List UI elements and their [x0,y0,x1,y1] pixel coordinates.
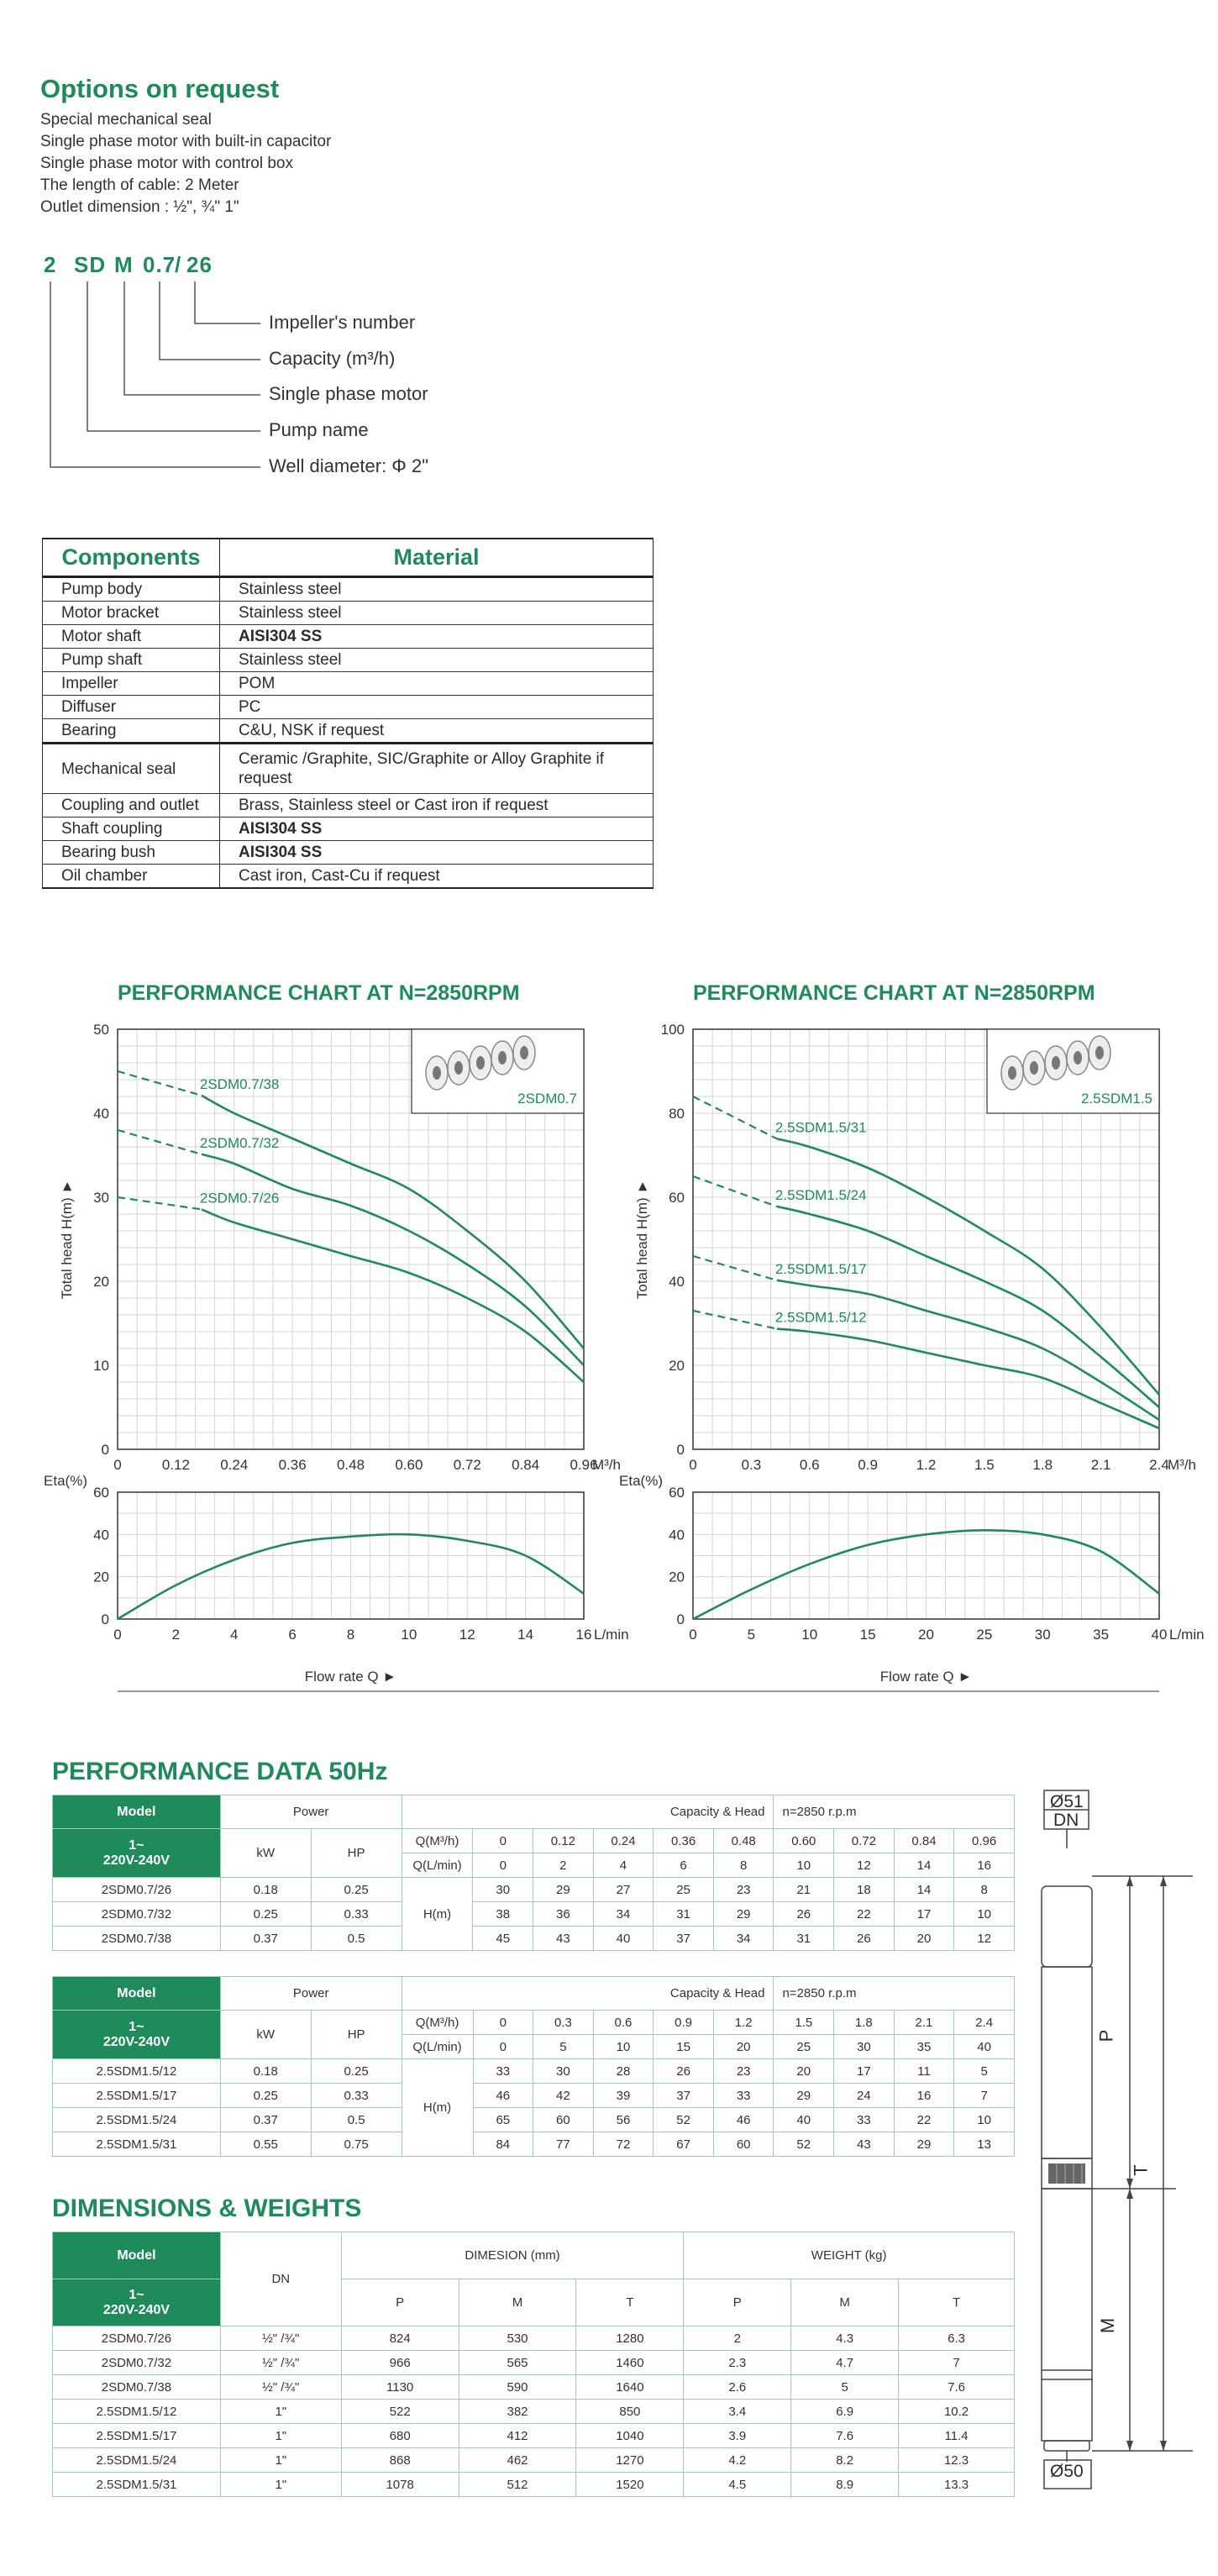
material-header: Material [220,539,654,577]
flow-rate-label: Flow rate Q ► [304,1669,397,1685]
dn-header: DN [220,2232,341,2326]
y-tick-label: 30 [93,1190,109,1206]
eta-y-tick-label: 20 [93,1569,109,1585]
table-row: 2SDM0.7/26 0.18 0.25 H(m) 30 29 27 25 23 21 18 14 8 [53,1878,1015,1902]
supply-header: 1~ 220V-240V [53,1829,221,1878]
performance-title: PERFORMANCE DATA 50Hz [52,1758,388,1785]
option-item: The length of cable: 2 Meter [40,176,239,194]
table-row: Mechanical seal Ceramic /Graphite, SIC/Graphite or Alloy Graphite if request [43,744,654,794]
impeller-hub [1030,1061,1038,1075]
dimensions-table: Model DN DIMESION (mm) WEIGHT (kg) 1~ 220V-240V P M T P M T 2SDM0.7/26 ½" /¾" 824 530 1280 2 4.3 6.3 2SDM0.7/32 ½" /¾" 966 565 1460 2.3 4.7 7 2SDM0.7/38 ½" /¾" 1130 590 1640 2.6 5 7.6 2.5SDM1.5/12 1" 522 382 850 3.4 6.9 10.2 2.5SDM1.5/17 1" 680 412 1040 3.9 7.6 11.4 2.5SDM1.5/24 1" 868 462 1270 4.2 8.2 12.3 2.5SDM1.5/31 1" 1078 512 1520 4.5 8.9 13.3 [52,2232,1015,2497]
x-tick-label: 1.5 [974,1457,995,1473]
option-item: Single phase motor with control box [40,155,293,172]
x-tick-label: 0.72 [453,1457,481,1473]
performance-table-2: Model Power Capacity & Head n=2850 r.p.m 1~ 220V-240V kW HP Q(M³/h) 0 0.3 0.6 0.9 1.2 1.5 1.8 2.1 2.4 Q(L/min) 0 5 10 15 20 25 30 35 40 2.5SDM1.5/12 0.18 0.25 H(m) 33 30 28 26 23 20 17 11 5 2.5SDM1.5/17 0.25 0.33 46 42 39 37 33 29 24 16 7 2.5SDM1.5/24 0.37 0.5 65 60 56 52 46 40 33 22 10 2.5SDM1.5/31 0.55 0.75 84 77 72 67 60 52 43 29 13 [52,1976,1015,2157]
table-row: 2.5SDM1.5/17 1" 680 412 1040 3.9 7.6 11.4 [53,2424,1015,2448]
capacity-header: Capacity & Head [402,1795,774,1829]
code-part-name: SD [74,252,107,277]
code-desc-pump-name: Pump name [269,419,369,440]
eta-x-tick-label: 40 [1151,1627,1168,1643]
pump-motor [1042,2189,1092,2441]
series-label: 2SDM0.7/26 [199,1190,280,1207]
series-label: 2.5SDM1.5/12 [774,1309,867,1326]
table-row: 2.5SDM1.5/17 0.25 0.33 46 42 39 37 33 29 24 16 7 [53,2084,1015,2108]
x-tick-label: 0 [689,1457,697,1473]
inset-label: 2.5SDM1.5 [1080,1091,1152,1107]
eta-x-tick-label: 6 [288,1627,297,1643]
x-tick-label: 0.12 [161,1457,190,1473]
dn-label: DN [1053,1811,1079,1830]
option-item: Single phase motor with built-in capacitor [40,133,332,150]
table-row: 2.5SDM1.5/31 0.55 0.75 84 77 72 67 60 52 43 29 13 [53,2132,1015,2157]
dim-m: M [1097,2317,1119,2334]
series-dashed-segment [118,1130,202,1154]
code-desc-diameter: Well diameter: Φ 2" [269,455,429,476]
x-unit-label: M³/h [1168,1457,1196,1473]
y-tick-label: 100 [660,1022,685,1038]
table-row: Bearing C&U, NSK if request [43,719,654,744]
dim-p: P [1095,2029,1117,2042]
table-row: 2.5SDM1.5/12 1" 522 382 850 3.4 6.9 10.2 [53,2400,1015,2424]
table-row: 2.5SDM1.5/31 1" 1078 512 1520 4.5 8.9 13.3 [53,2473,1015,2497]
table-row: Impeller POM [43,672,654,696]
impeller-hub [520,1046,528,1059]
table-row: 2SDM0.7/32 0.25 0.33 38 36 34 31 29 26 22 17 10 [53,1902,1015,1927]
code-part-impellers: 26 [186,252,213,277]
table-row: Bearing bush AISI304 SS [43,841,654,865]
series-label: 2.5SDM1.5/24 [774,1187,867,1203]
impeller-hub [476,1056,485,1070]
table-row: 2.5SDM1.5/12 0.18 0.25 H(m) 33 30 28 26 23 20 17 11 5 [53,2059,1015,2084]
eta-x-tick-label: 15 [859,1627,876,1643]
code-desc-impellers: Impeller's number [269,312,416,333]
dimension-header: DIMESION (mm) [341,2232,684,2279]
code-desc-capacity: Capacity (m³/h) [269,348,396,369]
x-tick-label: 0.96 [570,1457,598,1473]
series-dashed-segment [693,1311,777,1329]
impeller-hub [1095,1046,1104,1059]
performance-table-1: Model Power Capacity & Head n=2850 r.p.m 1~ 220V-240V kW HP Q(M³/h) 0 0.12 0.24 0.36 0.48 0.60 0.72 0.84 0.96 Q(L/min) 0 2 4 6 8 10 12 14 16 2SDM0.7/26 0.18 0.25 H(m) 30 29 27 25 23 21 18 14 8 2SDM0.7/32 0.25 0.33 38 36 34 31 29 26 22 17 10 2SDM0.7/38 0.37 0.5 45 43 40 37 34 31 26 20 12 [52,1795,1015,1951]
series-dashed-segment [693,1096,777,1138]
bottom-diameter: Ø50 [1050,2462,1084,2481]
eta-unit-label: L/min [1169,1627,1205,1643]
eta-x-tick-label: 14 [517,1627,534,1643]
eta-x-tick-label: 12 [459,1627,475,1643]
chart2-title: PERFORMANCE CHART AT N=2850RPM [693,981,1095,1005]
impeller-hub [498,1051,507,1065]
table-row: Pump shaft Stainless steel [43,649,654,672]
y-tick-label: 20 [93,1274,109,1290]
eta-x-tick-label: 5 [747,1627,756,1643]
x-tick-label: 0.84 [512,1457,540,1473]
y-axis-label: Total head H(m) ► [59,1179,75,1300]
divider [118,1690,1159,1692]
y-axis-label: Total head H(m) ► [634,1179,650,1300]
eta-x-tick-label: 16 [575,1627,592,1643]
y-tick-label: 60 [669,1190,685,1206]
inset-label: 2SDM0.7 [517,1091,577,1107]
eta-unit-label: L/min [594,1627,629,1643]
pump-discharge [1042,1886,1092,1967]
eta-y-tick-label: 60 [669,1485,685,1501]
dimensions-title: DIMENSIONS & WEIGHTS [52,2195,362,2222]
series-line [202,1209,584,1382]
table-row: Motor shaft AISI304 SS [43,625,654,649]
dim-t: T [1130,2164,1152,2176]
x-tick-label: 0.24 [220,1457,249,1473]
eta-label: Eta(%) [44,1473,87,1489]
option-item: Outlet dimension : ½", ¾" 1" [40,198,239,216]
table-row: 2SDM0.7/38 ½" /¾" 1130 590 1640 2.6 5 7.6 [53,2375,1015,2400]
eta-y-tick-label: 40 [669,1527,685,1543]
y-tick-label: 20 [669,1358,685,1374]
eta-x-tick-label: 30 [1034,1627,1051,1643]
x-tick-label: 0.6 [799,1457,820,1473]
power-header: Power [220,1795,402,1829]
code-part-motor: M [114,252,134,277]
x-tick-label: 0.48 [336,1457,365,1473]
series-dashed-segment [693,1256,777,1280]
x-tick-label: 0.9 [858,1457,878,1473]
eta-x-tick-label: 8 [346,1627,355,1643]
table-row: Diffuser PC [43,696,654,719]
table-row: Motor bracket Stainless steel [43,602,654,625]
x-tick-label: 1.8 [1032,1457,1053,1473]
supply-header: 1~ 220V-240V [53,2011,221,2059]
y-tick-label: 10 [93,1358,109,1374]
eta-x-tick-label: 35 [1093,1627,1110,1643]
pump-strainer [1042,2158,1092,2189]
table-row: 2.5SDM1.5/24 1" 868 462 1270 4.2 8.2 12.3 [53,2448,1015,2473]
y-tick-label: 0 [101,1442,109,1458]
eta-y-tick-label: 0 [676,1611,685,1627]
table-row: Shaft coupling AISI304 SS [43,817,654,841]
impeller-hub [454,1061,463,1075]
eta-label: Eta(%) [619,1473,663,1489]
eta-y-tick-label: 20 [669,1569,685,1585]
table-row: 2SDM0.7/26 ½" /¾" 824 530 1280 2 4.3 6.3 [53,2326,1015,2351]
x-tick-label: 2.1 [1090,1457,1111,1473]
series-label: 2.5SDM1.5/31 [774,1119,867,1136]
code-part-diameter: 2 [44,252,57,277]
eta-x-tick-label: 2 [171,1627,181,1643]
y-tick-label: 50 [93,1022,109,1038]
series-dashed-segment [118,1071,202,1096]
eta-y-tick-label: 40 [93,1527,109,1543]
x-tick-label: 0.3 [741,1457,762,1473]
top-diameter: Ø51 [1050,1792,1084,1811]
weight-header: WEIGHT (kg) [684,2232,1015,2279]
x-tick-label: 0 [113,1457,122,1473]
eta-y-tick-label: 0 [101,1611,109,1627]
series-label: 2SDM0.7/32 [199,1134,280,1151]
eta-y-tick-label: 60 [93,1485,109,1501]
x-tick-label: 0.36 [278,1457,307,1473]
x-tick-label: 1.2 [916,1457,937,1473]
capacity-header: Capacity & Head [402,1977,774,2011]
rpm-header: n=2850 r.p.m [774,1977,1015,2011]
x-tick-label: 0.60 [395,1457,423,1473]
eta-x-tick-label: 0 [689,1627,697,1643]
impeller-hub [1052,1056,1060,1070]
table-row: Oil chamber Cast iron, Cast-Cu if request [43,865,654,889]
power-header: Power [220,1977,402,2011]
chart1-title: PERFORMANCE CHART AT N=2850RPM [118,981,520,1005]
flow-rate-label: Flow rate Q ► [879,1669,973,1685]
pump-hydraulic [1042,1967,1092,2158]
x-unit-label: M³/h [592,1457,621,1473]
table-row: Coupling and outlet Brass, Stainless steel or Cast iron if request [43,794,654,817]
model-header: Model [53,1795,221,1829]
options-title: Options on request [40,74,280,103]
series-line [774,1207,1159,1407]
series-label: 2.5SDM1.5/17 [774,1260,867,1277]
y-tick-label: 80 [669,1106,685,1122]
model-header: Model [53,1977,221,2011]
components-header: Components [43,539,220,577]
y-tick-label: 40 [93,1106,109,1122]
eta-x-tick-label: 10 [401,1627,417,1643]
series-dashed-segment [118,1197,202,1209]
x-tick-label: 2.4 [1149,1457,1169,1473]
rpm-header: n=2850 r.p.m [774,1795,1015,1829]
series-label: 2SDM0.7/38 [199,1075,280,1092]
impeller-hub [1074,1051,1082,1065]
model-header: Model [53,2232,221,2279]
table-row: Pump body Stainless steel [43,577,654,602]
code-desc-motor: Single phase motor [269,383,428,404]
table-row: 2SDM0.7/38 0.37 0.5 45 43 40 37 34 31 26 20 12 [53,1927,1015,1951]
eta-x-tick-label: 20 [918,1627,934,1643]
table-row: 2.5SDM1.5/24 0.37 0.5 65 60 56 52 46 40 33 22 10 [53,2108,1015,2132]
code-part-slash: / [175,252,182,277]
y-tick-label: 0 [676,1442,685,1458]
impeller-hub [433,1066,441,1080]
code-part-capacity: 0.7 [143,252,176,277]
impeller-hub [1008,1066,1016,1080]
supply-header: 1~ 220V-240V [53,2279,221,2326]
y-tick-label: 40 [669,1274,685,1290]
option-item: Special mechanical seal [40,111,212,129]
series-line [777,1329,1159,1428]
eta-x-tick-label: 25 [976,1627,993,1643]
eta-x-tick-label: 10 [801,1627,818,1643]
table-row: 2SDM0.7/32 ½" /¾" 966 565 1460 2.3 4.7 7 [53,2351,1015,2375]
eta-x-tick-label: 0 [113,1627,122,1643]
eta-x-tick-label: 4 [230,1627,239,1643]
